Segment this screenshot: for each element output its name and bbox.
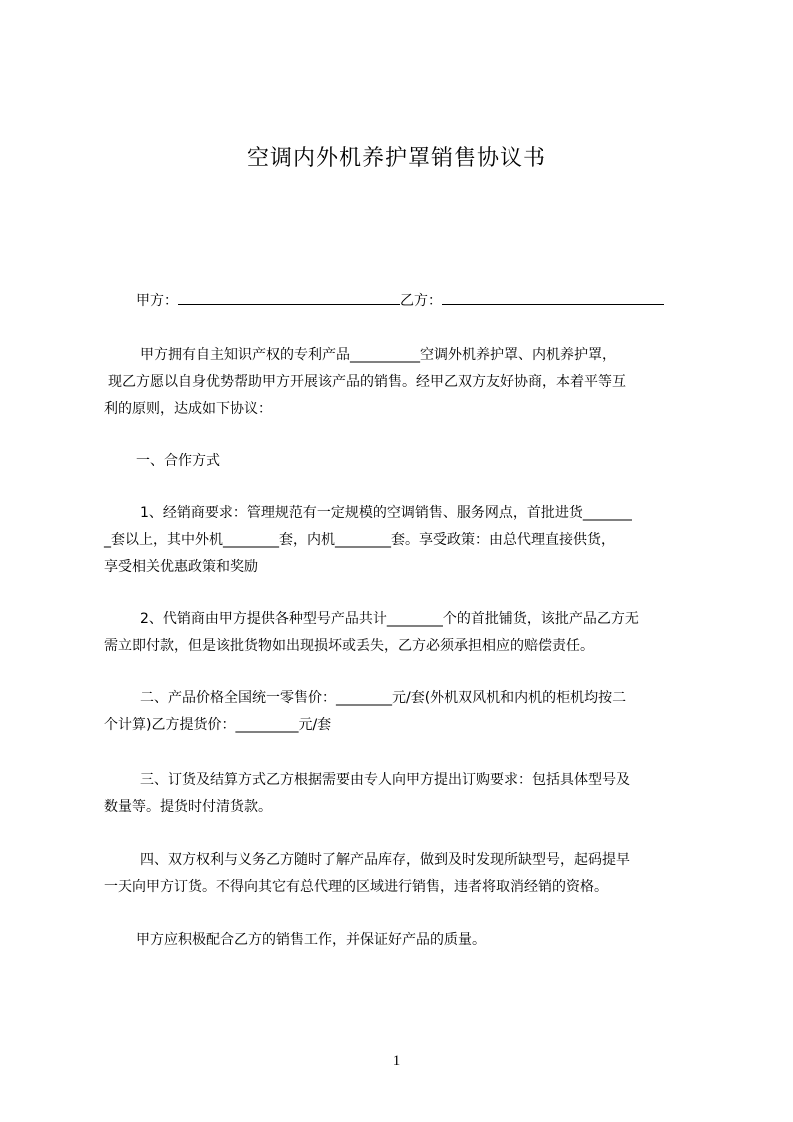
section-3-line: 数量等。提货时付清货款。 [104, 799, 272, 815]
section-3-ordering-paragraph [104, 767, 710, 821]
section-2-line: 个计算)乙方提货价：_________元/套 [104, 717, 332, 733]
intro-line: 甲方拥有自主知识产权的专利产品__________空调外机养护罩、内机养护罩， [140, 347, 616, 363]
intro-paragraph [104, 342, 710, 423]
parties-line [136, 288, 716, 313]
intro-line: 利的原则，达成如下协议： [104, 401, 272, 417]
party-b-label: 乙方： [400, 293, 442, 309]
clause-1-paragraph [104, 500, 710, 581]
clause-1-line: 享受相关优惠政策和奖励 [104, 559, 258, 575]
clause-1-line: 1、经销商要求：管理规范有一定规模的空调销售、服务网点，首批进货_______ [140, 505, 632, 521]
page-number: 1 [392, 1053, 401, 1069]
section-2-price-paragraph [104, 685, 710, 739]
clause-2-paragraph [104, 606, 710, 660]
closing-paragraph: 甲方应积极配合乙方的销售工作，并保证好产品的质量。 [136, 932, 486, 948]
document-title: 空调内外机养护罩销售协议书 [246, 146, 546, 171]
clause-2-line: 2、代销商由甲方提供各种型号产品共计________个的首批铺货，该批产品乙方无 [140, 611, 639, 627]
section-4-line: 一天向甲方订货。不得向其它有总代理的区域进行销售，违者将取消经销的资格。 [104, 879, 608, 895]
section-4-line: 四、双方权利与义务乙方随时了解产品库存，做到及时发现所缺型号，起码提早 [140, 852, 630, 868]
clause-1-line: _套以上，其中外机________套，内机________套。享受政策：由总代理直接供货， [104, 532, 615, 548]
clause-2-line: 需立即付款，但是该批货物如出现损坏或丢失，乙方必须承担相应的赔偿责任。 [104, 638, 594, 654]
section-heading-cooperation: 一、合作方式 [136, 453, 220, 469]
party-a-blank [178, 288, 400, 305]
party-b-blank [442, 288, 664, 305]
section-3-line: 三、订货及结算方式乙方根据需要由专人向甲方提出订购要求：包括具体型号及 [140, 772, 630, 788]
party-a-label: 甲方： [136, 293, 178, 309]
section-2-line: 二、产品价格全国统一零售价：________元/套(外机双风机和内机的柜机均按二 [140, 690, 627, 706]
intro-line: 现乙方愿以自身优势帮助甲方开展该产品的销售。经甲乙双方友好协商，本着平等互 [108, 374, 626, 390]
section-4-rights-paragraph [104, 847, 710, 901]
